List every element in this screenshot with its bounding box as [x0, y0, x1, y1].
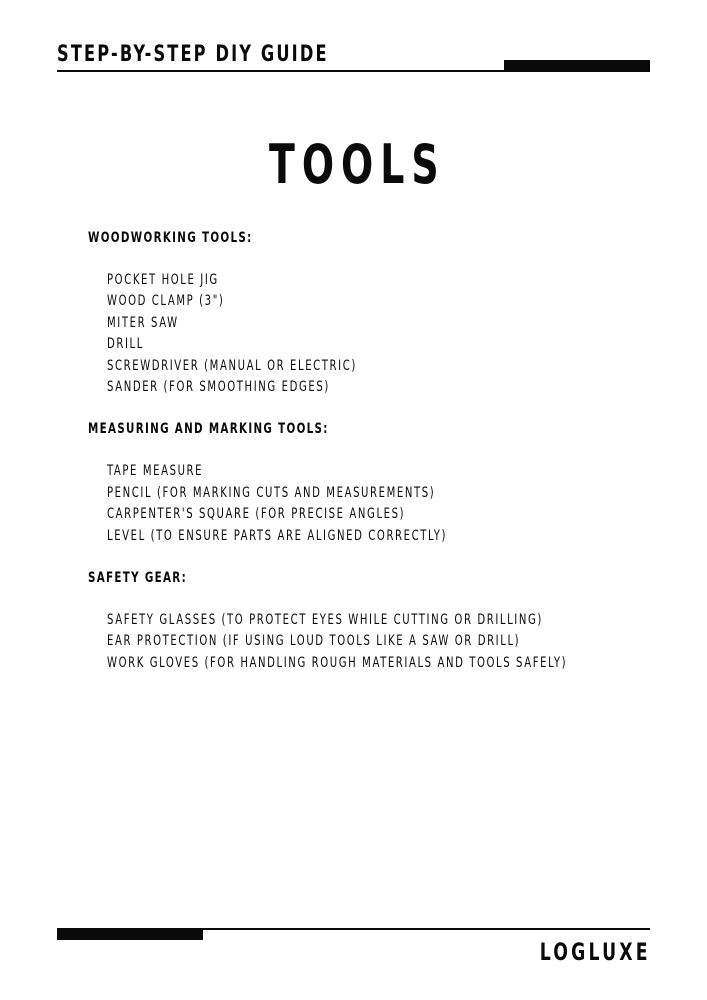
section-woodworking-tools [88, 228, 688, 398]
list-item: LEVEL (TO ENSURE PARTS ARE ALIGNED CORRECTLY) [107, 527, 448, 544]
brand-name: LOGLUXE [539, 938, 651, 966]
page-title [0, 130, 707, 200]
list-item: WOOD CLAMP (3") [107, 293, 225, 310]
list-item: TAPE MEASURE [107, 463, 204, 480]
tool-list [107, 461, 688, 547]
list-item: SANDER (FOR SMOOTHING EDGES) [107, 379, 330, 396]
list-item: SAFETY GLASSES (TO PROTECT EYES WHILE CUTTING OR DRILLING) [107, 612, 543, 629]
list-item: WORK GLOVES (FOR HANDLING ROUGH MATERIALS AND TOOLS SAFELY) [107, 654, 568, 671]
header-title: STEP-BY-STEP DIY GUIDE [57, 42, 329, 67]
section-heading: WOODWORKING TOOLS: [88, 230, 253, 246]
tool-list [107, 610, 688, 674]
section-measuring-marking-tools [88, 419, 688, 547]
page-title-text: TOOLS [268, 133, 446, 196]
section-heading: MEASURING AND MARKING TOOLS: [88, 421, 329, 438]
list-item: SCREWDRIVER (MANUAL OR ELECTRIC) [107, 357, 357, 374]
header-accent-bar [504, 60, 650, 72]
tool-sections [88, 228, 688, 695]
list-item: DRILL [107, 336, 144, 353]
section-safety-gear [88, 568, 688, 674]
footer-accent-bar [57, 928, 203, 940]
list-item: PENCIL (FOR MARKING CUTS AND MEASUREMENTS) [107, 484, 436, 501]
list-item: CARPENTER'S SQUARE (FOR PRECISE ANGLES) [107, 506, 406, 523]
list-item: POCKET HOLE JIG [107, 272, 219, 288]
tool-list [107, 270, 688, 398]
section-heading: SAFETY GEAR: [88, 570, 188, 587]
list-item: MITER SAW [107, 314, 179, 331]
list-item: EAR PROTECTION (IF USING LOUD TOOLS LIKE A SAW OR DRILL) [107, 633, 521, 650]
